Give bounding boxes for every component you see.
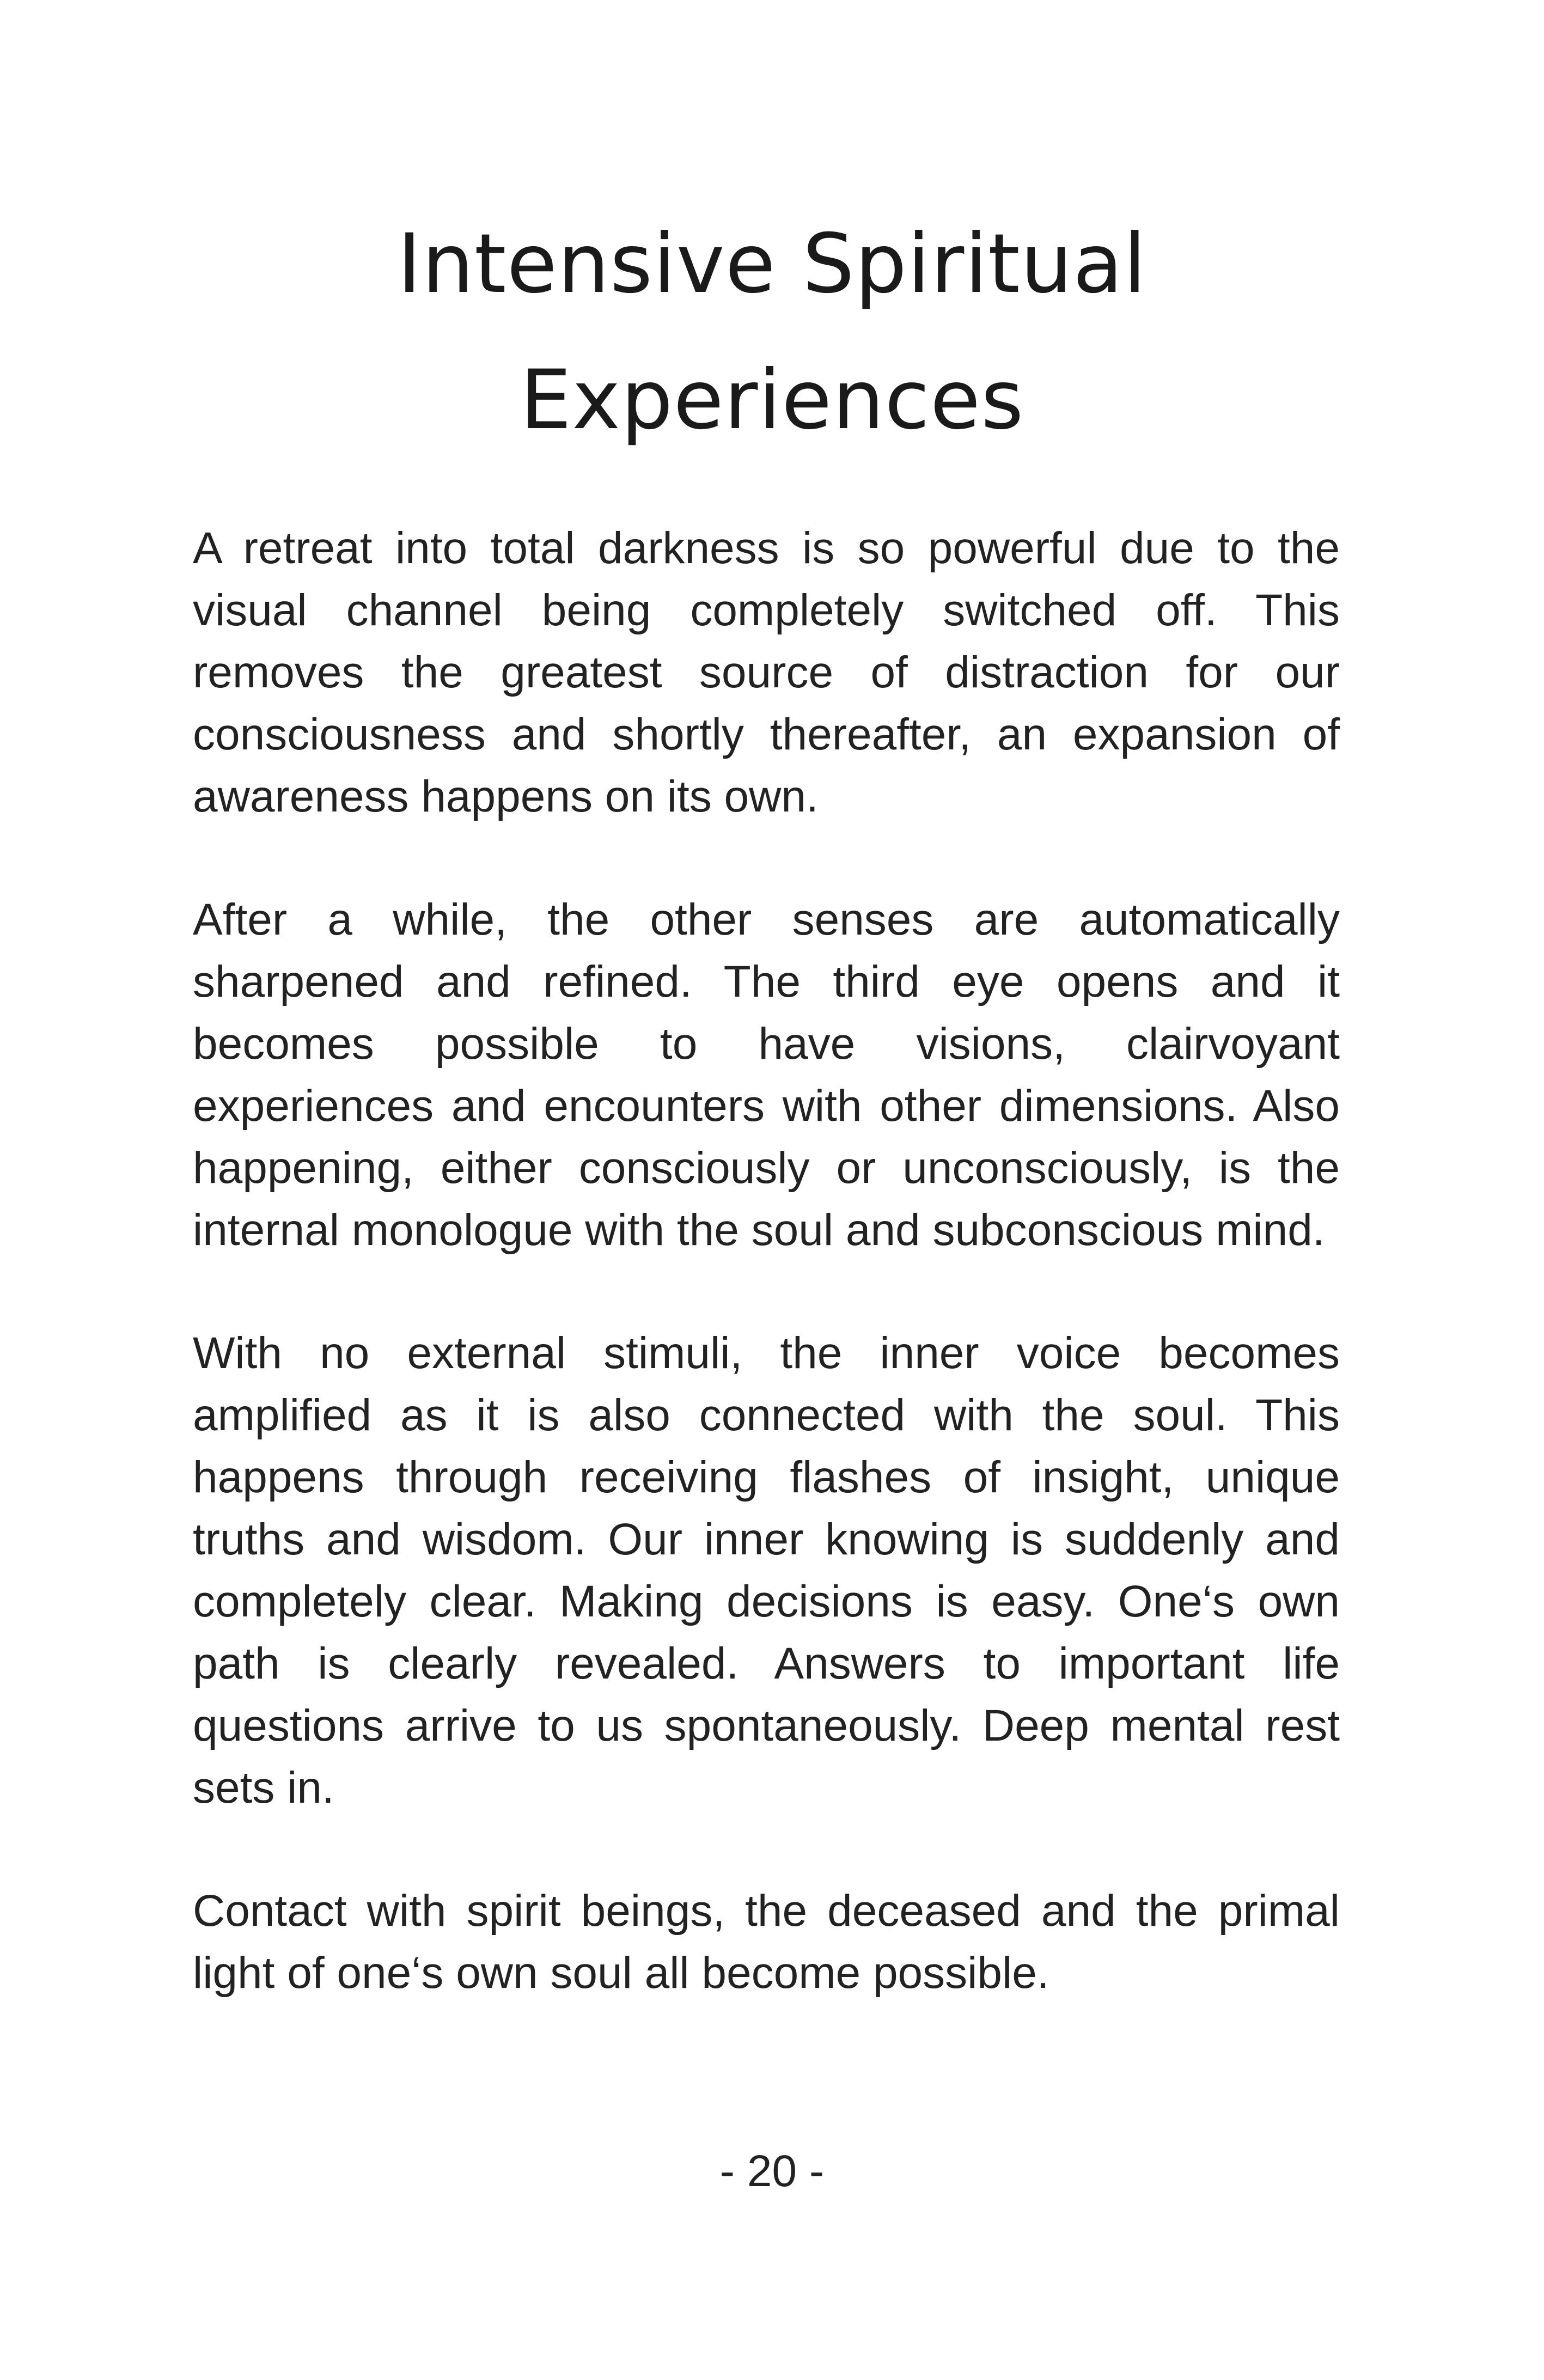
- page-title-line-2: Experiences: [520, 353, 1024, 448]
- paragraph: Contact with spirit beings, the deceased and the primal light of one‘s own soul all become possible.: [193, 1886, 1340, 1998]
- paragraph: After a while, the other senses are automatically sharpened and refined. The third eye opens and it becomes possible to have visions, clairvoyant experiences and encounters with other dimensions. Also happening, either consciously or unconsciously, is the internal monologue with the soul and subconscious mind.: [193, 895, 1340, 1255]
- page-number: - 20 -: [719, 2146, 825, 2196]
- page-title-line-1: Intensive Spiritual: [397, 217, 1147, 312]
- paragraph: With no external stimuli, the inner voice becomes amplified as it is also connected with the soul. This happens through receiving flashes of insight, unique truths and wisdom. Our inner knowing is suddenly and completely clear. Making decisions is easy. One‘s own path is clearly revealed. Answers to important life questions arrive to us spontaneously. Deep mental rest sets in.: [193, 1328, 1340, 1813]
- body-text: [193, 517, 1340, 2004]
- page-title: [0, 196, 1544, 468]
- paragraph: A retreat into total darkness is so powerful due to the visual channel being completely switched off. This removes the greatest source of distraction for our consciousness and shortly thereafter, an expansion of awareness happens on its own.: [193, 523, 1340, 821]
